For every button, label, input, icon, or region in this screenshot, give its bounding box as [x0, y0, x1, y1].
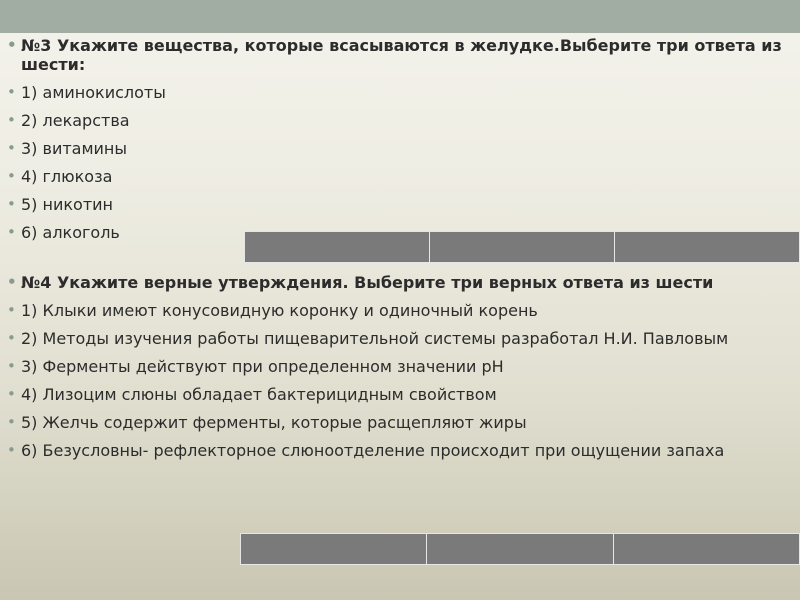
bullet-icon: •	[7, 301, 16, 319]
question-3-option-1	[0, 83, 800, 102]
bullet-icon: •	[7, 413, 16, 431]
question-4-list	[0, 273, 800, 469]
option-text: 2) лекарства	[21, 111, 130, 130]
question-4-title	[0, 273, 800, 292]
question-4-title-text: №4 Укажите верные утверждения. Выберите три верных ответа из шести	[21, 273, 714, 292]
slide-top-bar	[0, 0, 800, 33]
question-3-list	[0, 36, 800, 251]
question-3-option-2	[0, 111, 800, 130]
answer-cell[interactable]	[615, 232, 800, 263]
question-4-option-6	[0, 441, 800, 460]
answer-cell[interactable]	[245, 232, 430, 263]
question-4-option-2	[0, 329, 800, 348]
option-text: 6) Безусловны- рефлекторное слюноотделение происходит при ощущении запаха	[21, 441, 725, 460]
answer-cell[interactable]	[430, 232, 615, 263]
option-text: 4) глюкоза	[21, 167, 113, 186]
option-text: 5) Желчь содержит ферменты, которые расщепляют жиры	[21, 413, 527, 432]
bullet-icon: •	[7, 139, 16, 157]
bullet-icon: •	[7, 167, 16, 185]
bullet-icon: •	[7, 111, 16, 129]
question-3-title	[0, 36, 800, 74]
answer-cell[interactable]	[427, 534, 613, 565]
option-text: 4) Лизоцим слюны обладает бактерицидным свойством	[21, 385, 497, 404]
bullet-icon: •	[7, 36, 17, 54]
bullet-icon: •	[7, 329, 16, 347]
question-3-title-text: №3 Укажите вещества, которые всасываются в желудке.Выберите три ответа из шести:	[21, 36, 782, 74]
question-4-answer-table	[240, 533, 800, 565]
option-text: 3) Ферменты действуют при определенном значении рН	[21, 357, 504, 376]
question-4-option-3	[0, 357, 800, 376]
question-3-option-3	[0, 139, 800, 158]
question-3-option-5	[0, 195, 800, 214]
question-4-option-4	[0, 385, 800, 404]
bullet-icon: •	[7, 357, 16, 375]
answer-cell[interactable]	[241, 534, 427, 565]
answer-cell[interactable]	[613, 534, 799, 565]
option-text: 1) Клыки имеют конусовидную коронку и одиночный корень	[21, 301, 538, 320]
bullet-icon: •	[7, 83, 16, 101]
bullet-icon: •	[7, 223, 16, 241]
question-3-option-4	[0, 167, 800, 186]
question-4-option-5	[0, 413, 800, 432]
question-3-answer-table	[244, 231, 800, 263]
option-text: 2) Методы изучения работы пищеварительной системы разработал Н.И. Павловым	[21, 329, 729, 348]
bullet-icon: •	[7, 385, 16, 403]
option-text: 6) алкоголь	[21, 223, 120, 242]
option-text: 5) никотин	[21, 195, 113, 214]
bullet-icon: •	[7, 273, 17, 291]
question-4-option-1	[0, 301, 800, 320]
bullet-icon: •	[7, 195, 16, 213]
option-text: 1) аминокислоты	[21, 83, 166, 102]
bullet-icon: •	[7, 441, 16, 459]
option-text: 3) витамины	[21, 139, 128, 158]
